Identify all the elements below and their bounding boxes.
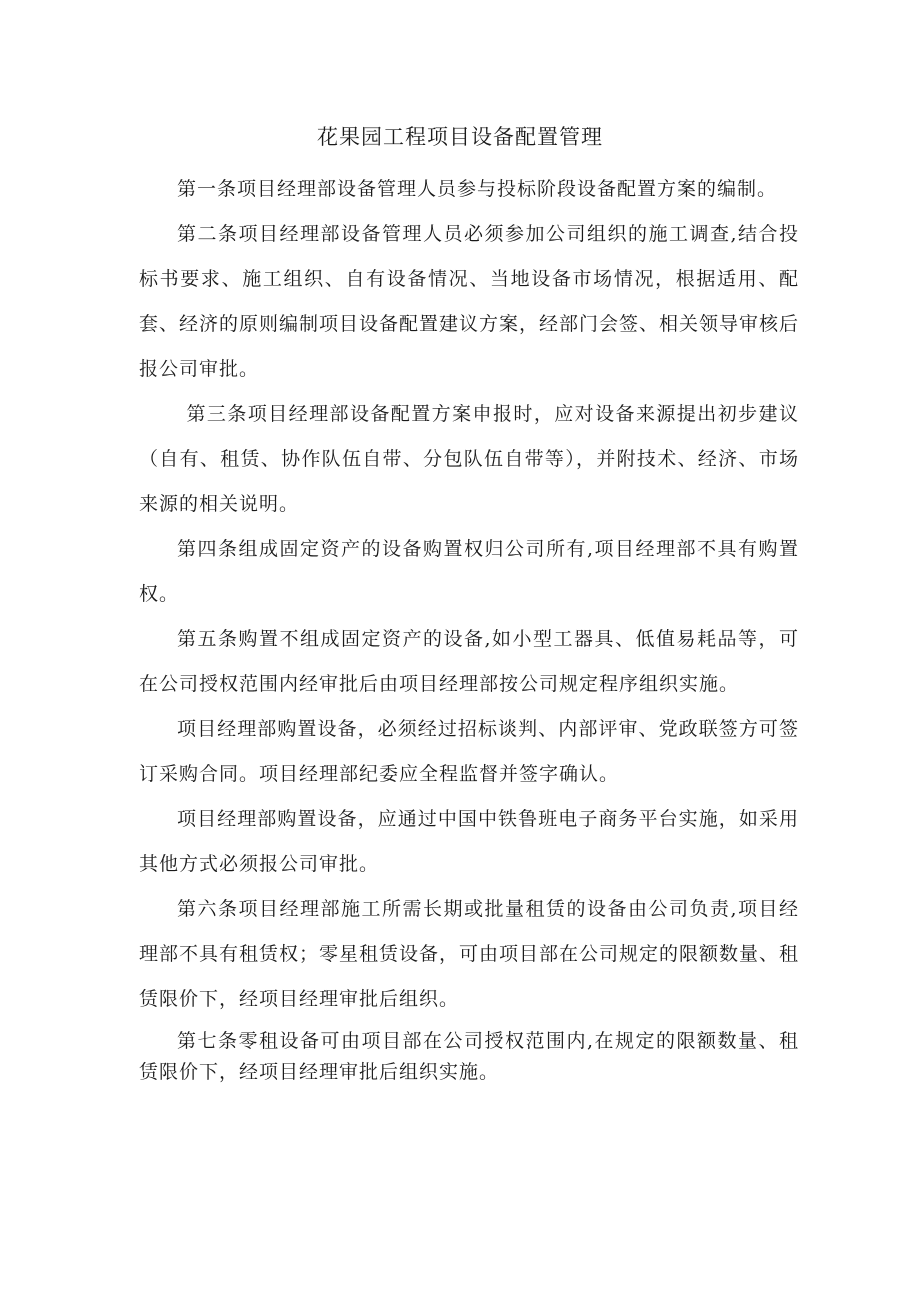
article-3-paragraph: 第三条项目经理部设备配置方案申报时，应对设备来源提出初步建议（自有、租赁、协作队伍自带、分包队伍自带等），并附技术、经济、市场来源的相关说明。 (139, 403, 799, 515)
article-5-paragraph: 第五条购置不组成固定资产的设备,如小型工器具、低值易耗品等，可在公司授权范围内经审批后由项目经理部按公司规定程序组织实施。 (139, 628, 799, 695)
purchase-procedure-paragraph: 项目经理部购置设备，必须经过招标谈判、内部评审、党政联签方可签订采购合同。项目经理部纪委应全程监督并签字确认。 (139, 718, 799, 785)
article-7-paragraph: 第七条零租设备可由项目部在公司授权范围内,在规定的限额数量、租赁限价下，经项目经理审批后组织实施。 (139, 1030, 799, 1083)
article-6-paragraph: 第六条项目经理部施工所需长期或批量租赁的设备由公司负责,项目经理部不具有租赁权；零星租赁设备，可由项目部在公司规定的限额数量、租赁限价下，经项目经理审批后组织。 (139, 898, 800, 1010)
document-body (139, 167, 799, 1088)
purchase-platform-paragraph: 项目经理部购置设备，应通过中国中铁鲁班电子商务平台实施，如采用其他方式必须报公司审批。 (139, 808, 799, 875)
article-4-paragraph: 第四条组成固定资产的设备购置权归公司所有,项目经理部不具有购置权。 (139, 538, 799, 605)
document-title: 花果园工程项目设备配置管理 (317, 125, 603, 149)
article-1-paragraph: 第一条项目经理部设备管理人员参与投标阶段设备配置方案的编制。 (177, 178, 778, 200)
article-2-paragraph: 第二条项目经理部设备管理人员必须参加公司组织的施工调查,结合投标书要求、施工组织、自有设备情况、当地设备市场情况，根据适用、配套、经济的原则编制项目设备配置建议方案，经部门会签、相关领导审核后报公司审批。 (139, 223, 800, 380)
